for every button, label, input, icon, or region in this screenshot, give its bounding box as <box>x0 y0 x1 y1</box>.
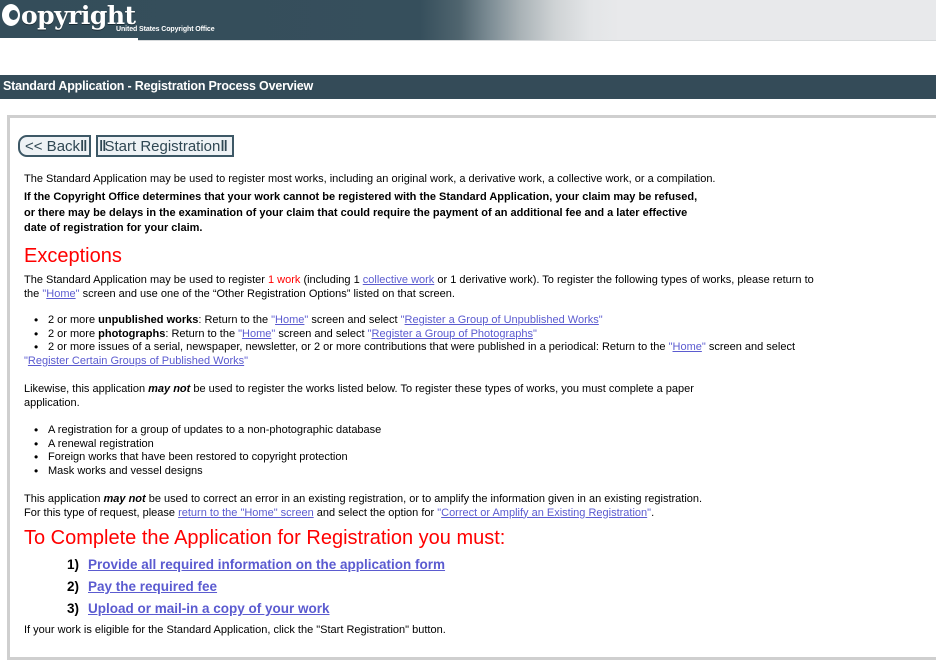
home-link[interactable]: Home <box>275 314 305 326</box>
list-item: • 2 or more unpublished works: Return to the "Home" screen and select "Register a Group of Unpublished Works" <box>24 314 924 328</box>
list-item: • 2 or more issues of a serial, newspaper, newsletter, or 2 or more contributions that were published in a periodical: Return to the "Home" screen and select <box>24 341 924 355</box>
list-item: • A registration for a group of updates to a non-photographic database <box>24 424 381 438</box>
paper-only-list <box>24 424 381 478</box>
page-title-bar <box>0 75 936 99</box>
complete-heading: To Complete the Application for Registration you must: <box>24 527 506 549</box>
copyright-c-icon <box>2 4 20 26</box>
page-title: Standard Application - Registration Process Overview <box>3 79 314 93</box>
start-registration-button[interactable] <box>96 135 234 157</box>
list-item: • Mask works and vessel designs <box>24 465 381 479</box>
list-item: • Foreign works that have been restored to copyright protection <box>24 451 381 465</box>
list-item: • 2 or more photographs: Return to the "Home" screen and select "Register a Group of Photographs" <box>24 328 924 342</box>
return-home-link[interactable]: return to the "Home" screen <box>178 506 314 519</box>
eligibility-note: If your work is eligible for the Standard Application, click the "Start Registration" button. <box>24 624 446 636</box>
correct-amplify-link[interactable]: Correct or Amplify an Existing Registration <box>441 506 648 519</box>
intro-text: The Standard Application may be used to register most works, including an original work, a derivative work, a collective work, or a compilation. <box>24 173 716 185</box>
collective-work-link[interactable]: collective work <box>362 274 435 286</box>
upload-copy-link[interactable]: Upload or mail-in a copy of your work <box>88 601 330 616</box>
warning-line: If the Copyright Office determines that your work cannot be registered with the Standard Application, your claim may be refused, <box>24 191 698 203</box>
home-link[interactable]: Home <box>242 327 272 340</box>
warning-line: or there may be delays in the examination of your claim that could require the payment of an additional fee and a later effective <box>24 206 688 219</box>
back-button[interactable] <box>18 135 91 157</box>
one-work-emphasis: 1 work <box>267 274 301 286</box>
register-group-photographs-link[interactable]: Register a Group of Photographs <box>371 327 533 340</box>
exceptions-paragraph: The Standard Application may be used to register 1 work (including 1 collective work or 1 derivative work). To register the following types of works, please return to the "Home" screen and use one of the “Other Registration Options” listed on that screen. <box>24 274 814 300</box>
logo-text: opyright <box>21 1 136 30</box>
correction-paragraph: This application may not be used to correct an error in an existing registration, or to amplify the information given in an existing registration. For this type of request, please return to the "Home" screen and select the option for "Correct or Amplify an Existing Registration". <box>24 493 703 519</box>
site-header <box>0 0 936 41</box>
logo-subtitle: United States Copyright Office <box>116 26 215 33</box>
may-not-emphasis: may not <box>148 383 191 395</box>
group-registration-list <box>24 314 924 355</box>
step-item: 3) Upload or mail-in a copy of your work <box>67 601 330 616</box>
required-steps-list <box>67 554 445 620</box>
button-grip-icon: ‖ <box>220 137 226 155</box>
home-link[interactable]: Home <box>46 287 76 300</box>
step-item: 2) Pay the required fee <box>67 579 218 594</box>
published-works-link-line: "Register Certain Groups of Published Works" <box>24 355 249 367</box>
register-group-unpublished-link[interactable]: Register a Group of Unpublished Works <box>404 314 599 326</box>
may-not-emphasis: may not <box>103 493 146 505</box>
button-grip-icon: ‖ <box>99 137 105 155</box>
step-item: 1) Provide all required information on the application form <box>67 557 446 572</box>
home-link[interactable]: Home <box>672 341 702 353</box>
provide-info-link[interactable]: Provide all required information on the application form <box>88 557 446 572</box>
list-item: • A renewal registration <box>24 438 381 452</box>
button-grip-icon: ‖ <box>80 137 86 155</box>
exceptions-heading: Exceptions <box>24 245 122 267</box>
back-button-label: << Back <box>25 137 81 155</box>
paper-application-paragraph: Likewise, this application may not be used to register the works listed below. To register these types of works, you must complete a paper application. <box>24 383 694 409</box>
content-panel <box>7 115 936 660</box>
pay-fee-link[interactable]: Pay the required fee <box>88 579 218 594</box>
refusal-warning <box>24 190 697 237</box>
warning-line: date of registration for your claim. <box>24 222 203 234</box>
register-published-works-link[interactable]: Register Certain Groups of Published Works <box>27 355 245 367</box>
start-registration-label: Start Registration <box>104 137 221 155</box>
header-divider <box>0 38 138 41</box>
